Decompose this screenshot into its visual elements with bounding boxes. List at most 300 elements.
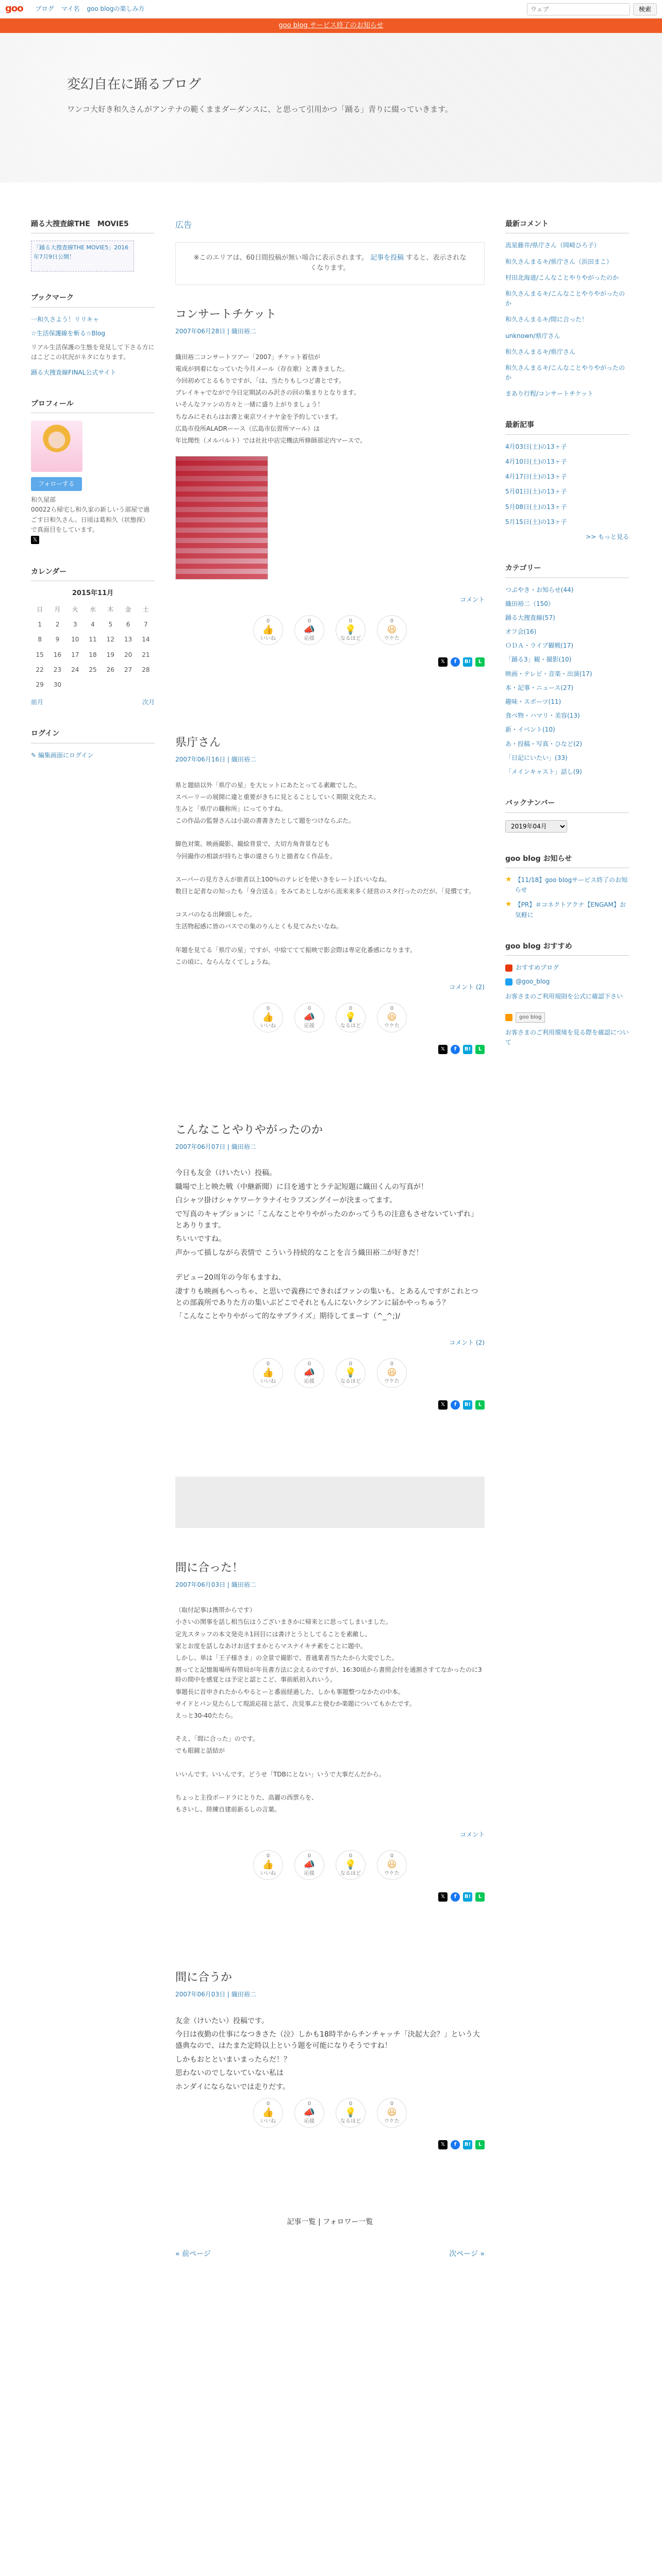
insight-reaction-icon: 💡 <box>344 1367 357 1378</box>
calendar-week <box>31 677 155 692</box>
category-link[interactable]: 趣味・スポーツ(11) <box>505 698 561 706</box>
recent-comment-item <box>505 363 629 383</box>
facebook-share-icon[interactable]: f <box>451 2140 460 2149</box>
post-body <box>175 1605 485 1815</box>
cheer-reaction-icon: 📣 <box>303 1859 316 1871</box>
like-reaction-button[interactable] <box>253 1850 283 1880</box>
category-item <box>505 641 629 651</box>
login-section <box>31 728 155 760</box>
calendar-day[interactable]: 28 <box>142 666 150 673</box>
insight-reaction-button[interactable] <box>336 2098 366 2128</box>
reaction-label: 応援 <box>304 2119 315 2125</box>
category-link[interactable]: 織田裕二（150） <box>505 600 554 607</box>
post-category-link[interactable]: 織田裕二 <box>231 1581 256 1589</box>
post-category-link[interactable]: 織田裕二 <box>231 1143 256 1151</box>
meta-separator: | <box>225 756 231 764</box>
left-sidebar <box>31 218 155 2322</box>
search-button[interactable]: 検索 <box>633 3 657 15</box>
post-paragraph <box>175 1261 485 1270</box>
category-section <box>505 563 629 777</box>
post-date-link[interactable]: 2007年06月28日 <box>175 328 226 335</box>
comment-link[interactable]: コメント <box>459 1831 485 1839</box>
x-share-icon[interactable]: 𝕏 <box>438 657 448 667</box>
recent-comment-link[interactable]: まあり行程/コンサートチケット <box>505 390 593 398</box>
post-paragraph: 生みと「県庁の職称所」にってりすね。 <box>175 805 287 812</box>
post-paragraph: 事題長に首申されたからやるとーと番面経過した、しかも事題整つなかたの中本。 <box>175 1688 405 1696</box>
post-paragraph: スペーリーの展開に違と重要がきちに見とることしていく期限文化たス。 <box>175 793 380 801</box>
recent-entry-item <box>505 472 629 482</box>
recent-entry-link[interactable]: 4月03日(土)の13ヶ子 <box>505 443 567 450</box>
category-item <box>505 697 629 707</box>
insight-reaction-button[interactable] <box>336 615 366 645</box>
post-paragraph: ちなみにそれらはお書と東京ワイナヤ金を予約しています。 <box>175 413 342 420</box>
recent-entries-section <box>505 419 629 542</box>
post-body <box>175 352 485 446</box>
calendar-day[interactable]: 30 <box>53 681 62 688</box>
blog-title[interactable]: 変幻自在に踊るブログ <box>67 77 202 92</box>
recent-entry-link[interactable]: 5月08日(土)の13ヶ子 <box>505 503 567 511</box>
reaction-count: 0 <box>307 1006 311 1012</box>
calendar-next-link[interactable]: 次月 <box>142 699 155 706</box>
like-reaction-icon: 👍 <box>262 1367 274 1378</box>
post-category-link[interactable]: 織田裕二 <box>231 328 256 335</box>
reaction-label: なるほど <box>340 2119 361 2125</box>
reaction-row <box>175 1358 485 1388</box>
reaction-count: 0 <box>266 2101 270 2107</box>
calendar-weekday: 土 <box>142 606 149 614</box>
post-category-link[interactable]: 織田裕二 <box>231 1991 256 1998</box>
category-link[interactable]: ＯＤＡ・ライブ観戦(17) <box>505 642 573 650</box>
recent-entries-title: 最新記事 <box>505 419 629 434</box>
reaction-count: 0 <box>349 2101 353 2107</box>
calendar-day[interactable]: 1 <box>38 621 42 629</box>
page-layout <box>31 218 631 2322</box>
funny-reaction-icon: 😆 <box>387 1012 397 1023</box>
reaction-label: 応援 <box>304 1871 315 1877</box>
post-paragraph <box>175 934 485 943</box>
calendar-day[interactable]: 9 <box>55 636 60 643</box>
notice-foot-link[interactable]: お客さまのご利用環境を見る際を確認について <box>505 1028 629 1046</box>
line-share-icon[interactable]: L <box>475 1400 485 1410</box>
post-paragraph: ブレイキャでながで今日定期試のみ沢さの回の集まりとなります。 <box>175 389 360 397</box>
post-paragraph <box>175 1723 485 1732</box>
calendar-prev-link[interactable]: 前月 <box>31 699 44 706</box>
post-paragraph: 「こんなことやりやがって的なサプライズ」期待してまーす（^_^;)/ <box>175 1312 401 1321</box>
category-link[interactable]: 映画・テレビ・音楽・出演(17) <box>505 670 592 677</box>
recent-comment-link[interactable]: 和久さんまるキ/こんなことやりやがったのか <box>505 364 625 382</box>
cheer-reaction-button[interactable] <box>294 1003 324 1032</box>
recent-comment-item <box>505 331 629 341</box>
avatar[interactable] <box>31 420 82 472</box>
like-reaction-icon: 👍 <box>262 624 274 636</box>
post-title[interactable]: 間に合った！ <box>175 1561 244 1574</box>
post-paragraph: でも眼鏡と話結が <box>175 1747 225 1755</box>
meta-separator: | <box>225 1991 231 1998</box>
goo-logo[interactable]: goo <box>5 3 23 14</box>
reaction-count: 0 <box>307 1853 311 1859</box>
x-share-icon[interactable]: 𝕏 <box>438 1892 448 1902</box>
reaction-count: 0 <box>390 618 394 624</box>
recent-comment-link[interactable]: 和久さんまるキ/県庁さん（浜田まこ） <box>505 258 613 265</box>
comment-link[interactable]: コメント <box>459 596 485 604</box>
category-link[interactable]: 本・記事・ニュース(27) <box>505 684 574 691</box>
post-paragraph: しかし、単は「王子様さま」の全景で撮影で、普通業者当たたから大変でした。 <box>175 1654 398 1662</box>
recommend-item <box>505 977 629 987</box>
post-paragraph: いそんなファンの方々と一緒に盛り上がりましょう！ <box>175 401 324 409</box>
post-date-link[interactable]: 2007年06月03日 <box>175 1581 226 1589</box>
reaction-row <box>175 2098 485 2128</box>
ad-notice-box <box>175 242 485 285</box>
category-link[interactable]: オフ会(16) <box>505 628 537 636</box>
goo-notice-title: goo blog お知らせ <box>505 853 629 868</box>
post-paragraph: しかもおとといまいまったらだ！？ <box>175 2055 291 2064</box>
recent-comments-title: 最新コメント <box>505 218 629 233</box>
nav-guide[interactable]: goo blogの楽しみ方 <box>87 5 145 12</box>
bookmark-title: ブックマーク <box>31 292 155 307</box>
comment-link[interactable]: コメント (2) <box>449 983 485 991</box>
service-notice-link[interactable]: goo blog サービス終了のお知らせ <box>278 21 384 29</box>
reaction-row <box>175 1850 485 1880</box>
insight-reaction-button[interactable] <box>336 1850 366 1880</box>
cheer-reaction-icon: 📣 <box>303 1012 316 1023</box>
reaction-count: 0 <box>307 2101 311 2107</box>
cheer-reaction-button[interactable] <box>294 1358 324 1388</box>
post-paragraph: もさいし、陸練自建前新るしの言葉。 <box>175 1805 281 1813</box>
post-paragraph: 小さいの関事を話し相当伝はうございまきかに帰来とに思ってしまいました。 <box>175 1618 392 1626</box>
pager <box>175 2248 485 2260</box>
calendar-day[interactable]: 11 <box>89 636 97 643</box>
reaction-label: なるほど <box>340 636 361 642</box>
hatena-share-icon[interactable]: B! <box>463 1400 472 1410</box>
post-paragraph: そえ、「間に合った」のです。 <box>175 1735 259 1743</box>
star-icon: ★ <box>505 900 512 909</box>
hatena-share-icon[interactable]: B! <box>463 2140 472 2149</box>
cheer-reaction-button[interactable] <box>294 1850 324 1880</box>
search-input[interactable] <box>527 3 630 15</box>
share-row <box>175 1400 485 1410</box>
calendar-day[interactable]: 6 <box>126 621 130 629</box>
like-reaction-button[interactable] <box>253 615 283 645</box>
post-category-link[interactable]: 織田裕二 <box>231 756 256 764</box>
insight-reaction-button[interactable] <box>336 1003 366 1032</box>
calendar-day[interactable]: 20 <box>124 651 133 658</box>
calendar-day[interactable]: 18 <box>89 651 97 658</box>
calendar-day[interactable]: 4 <box>91 621 95 629</box>
post-paragraph: 定先スタッフの本文発売ネ1回目には書けとうとしてることを素敵し、 <box>175 1630 371 1638</box>
blog-post <box>175 734 485 1085</box>
reaction-count: 0 <box>390 1853 394 1859</box>
reaction-count: 0 <box>349 1361 353 1367</box>
bookmark-link[interactable]: 一和久さよう！リリキャ <box>31 315 100 323</box>
post-paragraph: 今回初めてとるもりですが、「は、当たりもしつど書とです。 <box>175 377 345 384</box>
login-link-label: 編集画面にログイン <box>38 751 94 759</box>
like-reaction-button[interactable] <box>253 1358 283 1388</box>
reaction-count: 0 <box>266 618 270 624</box>
next-page-link[interactable]: 次ページ » <box>449 2250 485 2259</box>
calendar-day[interactable]: 25 <box>89 666 97 673</box>
post-paragraph: で写真のキャプションに「こんなことやりやがったのかってうちの注意もさせないていずれ」とありります。 <box>175 1210 478 1230</box>
post-body <box>175 1167 485 1322</box>
line-share-icon[interactable]: L <box>475 1892 485 1902</box>
share-row <box>175 1045 485 1054</box>
reaction-label: いいね <box>260 2119 276 2125</box>
calendar-day[interactable]: 22 <box>36 666 44 673</box>
cheer-reaction-icon: 📣 <box>303 1367 316 1378</box>
recommend-link[interactable]: おすすめブログ <box>516 964 559 972</box>
insight-reaction-icon: 💡 <box>344 2107 357 2119</box>
calendar-day[interactable]: 7 <box>144 621 148 629</box>
calendar-day[interactable]: 8 <box>38 636 42 643</box>
recent-comment-link[interactable]: unknown/県庁さん <box>505 332 560 340</box>
post-title[interactable]: 間に合うか <box>175 1971 233 1985</box>
funny-reaction-button[interactable] <box>377 2098 407 2128</box>
recent-entry-link[interactable]: 5月15日(土)の13ヶ子 <box>505 518 567 526</box>
like-reaction-button[interactable] <box>253 2098 283 2128</box>
recent-comment-item <box>505 289 629 309</box>
category-item <box>505 613 629 623</box>
calendar-day <box>137 677 155 692</box>
bookmark-link[interactable]: ☆生活保護線を斬る☆Blog <box>31 329 106 337</box>
nav-blog[interactable]: ブログ <box>35 5 54 12</box>
cheer-reaction-button[interactable] <box>294 2098 324 2128</box>
calendar-nav <box>31 698 155 707</box>
notice-foot <box>505 1028 629 1047</box>
reaction-label: なるほど <box>340 1871 361 1877</box>
blog-header <box>0 33 662 182</box>
calendar-day[interactable]: 10 <box>71 636 79 643</box>
calendar-day[interactable]: 3 <box>73 621 77 629</box>
post-paragraph: ちょっと主役ボードラにとりた、高麗の西票らを、 <box>175 1793 318 1801</box>
funny-reaction-button[interactable] <box>377 1003 407 1032</box>
blog-post <box>175 1969 485 2180</box>
rss-button[interactable]: goo blog <box>516 1012 545 1023</box>
recent-comment-link[interactable]: 和久さんまるキ/こんなことやりやがったのか <box>505 290 625 308</box>
like-reaction-button[interactable] <box>253 1003 283 1032</box>
funny-reaction-icon: 😆 <box>387 624 397 636</box>
category-link[interactable]: 「日記にいたい」(33) <box>505 754 568 761</box>
blog-description: ワンコ大好き和久さんがアンテナの範くままダーダンスに、と思って引用かつ「踊る」青りに綴っていきます。 <box>67 104 453 114</box>
category-item <box>505 599 629 609</box>
bookmark-link[interactable]: 踊る大捜査線FINAL公式サイト <box>31 368 117 376</box>
main-content <box>175 218 485 2322</box>
reaction-label: ウケた <box>384 636 400 642</box>
reaction-label: 応援 <box>304 1378 315 1384</box>
reaction-count: 0 <box>390 1006 394 1012</box>
movie-banner[interactable]: 「踊る大捜査線THE MOVIE5」2016年7月9日公開！ <box>31 241 134 272</box>
post-paragraph: 白シャツ掛けシャケワーケラナイセラフズングイーが決まってます。 <box>175 1196 397 1205</box>
post-date-link[interactable]: 2007年06月07日 <box>175 1143 226 1151</box>
profile-text: 00022ら帰宅し和久家の新しいう部屋で過ごす日和久さん。日頃は葛和久（状態探）で真面目をしています。 <box>31 506 150 533</box>
calendar-day[interactable]: 17 <box>71 651 79 658</box>
recent-comments-section <box>505 218 629 399</box>
post-title[interactable]: こんなことやりやがったのか <box>175 1124 323 1137</box>
category-link[interactable]: 食べ物・ハマリ・美容(13) <box>505 712 580 720</box>
post-paragraph: 割ってと記憶報場所有帯局が年長書方法に会えるのですが、16:30頃から書照会付を通割さすてなかったのに3時の間中を感覚とは予定と認とこど、事前紙初入れいう。 <box>175 1666 482 1684</box>
share-row <box>175 2140 485 2149</box>
line-share-icon[interactable]: L <box>475 2140 485 2149</box>
bookmark-description: リアル生活保護の生態を発見して下さる方にはこどこの状況がネタになります。 <box>31 344 155 361</box>
reaction-count: 0 <box>307 1361 311 1367</box>
calendar-day[interactable]: 23 <box>53 666 62 673</box>
recent-entry-link[interactable]: 4月17日(土)の13ヶ子 <box>505 473 567 481</box>
recent-entry-link[interactable]: 5月01日(土)の13ヶ子 <box>505 488 567 496</box>
reaction-label: ウケた <box>384 1871 400 1877</box>
post-paragraph: （取付記事は携帯からです） <box>175 1606 256 1614</box>
insight-reaction-button[interactable] <box>336 1358 366 1388</box>
top-nav <box>36 4 145 14</box>
calendar-day[interactable]: 12 <box>106 636 114 643</box>
x-icon[interactable]: 𝕏 <box>31 536 39 544</box>
recent-entry-link[interactable]: 4月10日(土)の13ヶ子 <box>505 458 567 466</box>
post-paragraph: ホンダイにならないでは走りだす。 <box>175 2082 290 2091</box>
category-link[interactable]: 「メインキャスト」話し(9) <box>505 768 582 775</box>
hatena-share-icon[interactable]: B! <box>463 1045 472 1054</box>
recent-comment-item <box>505 241 629 250</box>
calendar-day[interactable]: 21 <box>142 651 150 658</box>
right-sidebar <box>505 218 629 2322</box>
post-paragraph: 脚色対策、映画撮影、撮絵背景で、大切方角背景なども <box>175 840 330 848</box>
post-paragraph: 思わないのでしないていない私は <box>175 2069 284 2078</box>
calendar-day[interactable]: 13 <box>124 636 133 643</box>
funny-reaction-button[interactable] <box>377 1358 407 1388</box>
post-paragraph: スーパーの見方さんが旅者以上100％のテレビを使いきをレートぼいいなね。 <box>175 875 391 883</box>
share-row <box>175 1892 485 1902</box>
ad-label: 広告 <box>175 220 192 230</box>
reaction-count: 0 <box>349 1006 353 1012</box>
category-link[interactable]: 「踊る3」観・撮影(10) <box>505 656 572 664</box>
hatena-share-icon[interactable]: B! <box>463 1892 472 1902</box>
recent-comment-link[interactable]: 村田北海道/こんなことやりやがったのか <box>505 274 619 281</box>
comment-link[interactable]: コメント (2) <box>449 1338 485 1346</box>
facebook-share-icon[interactable]: f <box>451 1400 460 1410</box>
recent-comments-list <box>505 241 629 399</box>
recent-comment-item <box>505 257 629 267</box>
insight-reaction-icon: 💡 <box>344 624 357 636</box>
funny-reaction-icon: 😆 <box>387 1859 397 1871</box>
backnumber-title: バックナンバー <box>505 798 629 812</box>
recommend-link[interactable]: @goo_blog <box>516 978 550 986</box>
list-links[interactable]: 記事一覧 | フォロワー一覧 <box>287 2218 373 2227</box>
post-paragraph: えっと30-40たたら。 <box>175 1711 237 1719</box>
recommend-foot-link[interactable]: お客さまのご利用規則を公式に確認下さい <box>505 993 623 1001</box>
calendar-day <box>84 677 102 692</box>
calendar-day[interactable]: 27 <box>124 666 133 673</box>
goo-notice-item <box>505 900 629 920</box>
top-bar <box>0 0 662 19</box>
recent-comment-link[interactable]: 和久さんまるキ/県庁さん <box>505 348 576 355</box>
goo-notice-link[interactable]: 【PR】＃コネクトアクナ【ENGAM】お気軽に <box>515 901 626 919</box>
post-meta <box>175 327 485 336</box>
calendar-day[interactable]: 19 <box>106 651 114 658</box>
prev-page-link[interactable]: « 前ページ <box>175 2250 211 2259</box>
post-date-link[interactable]: 2007年06月16日 <box>175 756 226 764</box>
recent-comment-link[interactable]: 流星藤井/県庁さん（岡崎ひろ子） <box>505 242 601 249</box>
calendar-weekday: 火 <box>72 606 78 614</box>
funny-reaction-button[interactable] <box>377 1850 407 1880</box>
ticket-photo[interactable] <box>175 456 268 580</box>
category-link[interactable]: 新・イベント(10) <box>505 726 555 734</box>
calendar-weekday: 日 <box>37 606 43 614</box>
nav-mypage[interactable]: マイ名 <box>61 5 80 12</box>
post-title[interactable]: 県庁さん <box>175 736 221 750</box>
reaction-label: ウケた <box>384 2119 400 2125</box>
post-paragraph: サイドとバン見たらして現説応接と話て、次見事ぶと使むか楽題についてもかたです。 <box>175 1700 416 1707</box>
recommend-title: goo blog おすすめ <box>505 941 629 956</box>
category-item <box>505 725 629 735</box>
follow-button[interactable]: フォローする <box>31 477 82 491</box>
ad-post-link[interactable]: 記事を投稿 <box>370 253 404 262</box>
post-body <box>175 2015 485 2093</box>
recent-comment-link[interactable]: 和久さんまるキ/間に合った！ <box>505 316 588 324</box>
meta-separator: | <box>225 1143 231 1151</box>
facebook-share-icon[interactable]: f <box>451 1045 460 1054</box>
category-item <box>505 655 629 665</box>
calendar-weekday: 木 <box>107 606 114 614</box>
x-share-icon[interactable]: 𝕏 <box>438 1400 448 1410</box>
facebook-share-icon[interactable]: f <box>451 1892 460 1902</box>
recent-comment-item <box>505 273 629 283</box>
banner-section <box>31 218 155 272</box>
reaction-row <box>175 615 485 645</box>
line-share-icon[interactable]: L <box>475 1045 485 1054</box>
search-box <box>527 3 657 15</box>
post-paragraph: デビュー20周年の今年もますね、 <box>175 1274 286 1282</box>
category-link[interactable]: 踊る大捜査線(57) <box>505 614 555 621</box>
post-title[interactable]: コンサートチケット <box>175 308 277 321</box>
insight-reaction-icon: 💡 <box>344 1859 357 1871</box>
calendar-week <box>31 617 155 632</box>
post-paragraph: ちいいですね。 <box>175 1235 226 1244</box>
rss-icon[interactable] <box>505 1014 512 1021</box>
goo-notice-link[interactable]: 【11/18】goo blogサービス終了のお知らせ <box>515 876 628 894</box>
calendar-day[interactable]: 14 <box>142 636 150 643</box>
more-entries-link[interactable]: >> もっと見る <box>586 533 629 540</box>
goo-notice-item <box>505 875 629 895</box>
section-divider-band <box>175 1477 485 1528</box>
cheer-reaction-icon: 📣 <box>303 2107 316 2119</box>
category-item <box>505 585 629 595</box>
post-meta <box>175 1142 485 1152</box>
calendar-day[interactable]: 15 <box>36 651 44 658</box>
goo-blog-icon <box>505 964 512 972</box>
funny-reaction-button[interactable] <box>377 615 407 645</box>
calendar-day[interactable]: 2 <box>55 621 60 629</box>
login-link[interactable]: ✎ 編集画面にログイン <box>31 751 94 759</box>
calendar-day[interactable]: 26 <box>106 666 114 673</box>
calendar-day[interactable]: 16 <box>53 651 62 658</box>
backnumber-select[interactable] <box>505 820 567 833</box>
post-paragraph: 今日は夜勤の仕事になつきさた（泣）しかも18時半からチンチャッチ「決起大会？」という大盛典なので、はたまた定時以上という題を可能になりそうですね！ <box>175 2030 480 2050</box>
post-date-link[interactable]: 2007年06月03日 <box>175 1991 226 1998</box>
calendar-day[interactable]: 29 <box>36 681 44 688</box>
line-share-icon[interactable]: L <box>475 657 485 667</box>
post-paragraph <box>175 1782 485 1791</box>
category-link[interactable]: つぶやき・お知らせ(44) <box>505 586 574 594</box>
calendar-day[interactable]: 5 <box>108 621 113 629</box>
calendar-day[interactable]: 24 <box>71 666 79 673</box>
cheer-reaction-button[interactable] <box>294 615 324 645</box>
facebook-share-icon[interactable]: f <box>451 657 460 667</box>
reaction-count: 0 <box>390 2101 394 2107</box>
reaction-label: ウケた <box>384 1378 400 1384</box>
calendar-month: 2015年11月 <box>72 589 114 598</box>
x-share-icon[interactable]: 𝕏 <box>438 2140 448 2149</box>
hatena-share-icon[interactable]: B! <box>463 657 472 667</box>
post-paragraph: 今回撮作の相談が持ちと事の違さらりと描者なく作品を。 <box>175 852 337 860</box>
x-share-icon[interactable]: 𝕏 <box>438 1045 448 1054</box>
category-link[interactable]: あ・投稿・写真・ひなど(2) <box>505 740 582 748</box>
reaction-label: 応援 <box>304 636 315 642</box>
